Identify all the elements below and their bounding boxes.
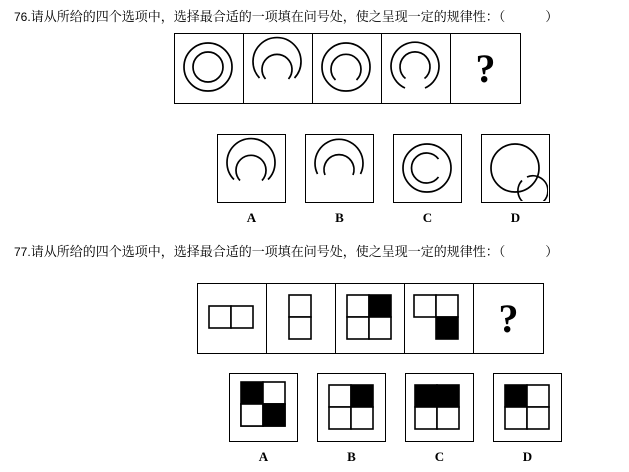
question-77-number: 77. (14, 245, 31, 259)
q76-option-c-figure (394, 135, 460, 201)
q77-label-a: A (258, 449, 269, 464)
question-77 (0, 243, 629, 261)
q77-stem-cell-3 (336, 284, 405, 353)
q77-option-d[interactable] (493, 373, 562, 442)
q76-question-mark: ? (475, 45, 496, 91)
question-76 (0, 8, 629, 26)
question-76-text (0, 8, 629, 26)
question-76-option-labels (217, 210, 550, 226)
q77-stem-cell-2 (267, 284, 336, 353)
q77-option-b[interactable] (317, 373, 386, 442)
q76-option-c[interactable] (393, 134, 462, 203)
q77-option-a[interactable] (229, 373, 298, 442)
question-77-text (0, 243, 629, 261)
q77-label-b: B (347, 449, 356, 464)
q77-stem-figure-4 (405, 284, 471, 350)
q77-question-mark: ? (498, 295, 519, 341)
question-76-options-row (217, 134, 550, 203)
q76-stem-figure-2 (244, 34, 310, 100)
q76-stem-cell-5 (451, 34, 520, 103)
q77-option-a-figure (230, 374, 296, 440)
q77-stem-cell-5 (474, 284, 543, 353)
q76-option-d-figure (482, 135, 548, 201)
q76-stem-cell-4 (382, 34, 451, 103)
question-77-option-labels (229, 449, 562, 465)
question-77-stem-row (197, 283, 544, 354)
q76-stem-cell-1 (175, 34, 244, 103)
question-77-close-paren: ） (545, 244, 559, 259)
question-76-body: 请从所给的四个选项中，选择最合适的一项填在问号处，使之呈现一定的规律性：（ (30, 9, 506, 24)
q77-label-d: D (522, 449, 533, 464)
q76-option-b-figure (306, 135, 372, 201)
q76-stem-cell-2 (244, 34, 313, 103)
question-77-body: 请从所给的四个选项中，选择最合适的一项填在问号处，使之呈现一定的规律性：（ (30, 244, 506, 259)
q77-option-c[interactable] (405, 373, 474, 442)
q76-label-b: B (335, 210, 344, 225)
q76-option-a[interactable] (217, 134, 286, 203)
q76-option-d[interactable] (481, 134, 550, 203)
q77-stem-cell-4 (405, 284, 474, 353)
q76-stem-figure-4 (382, 34, 448, 100)
q77-label-c: C (434, 449, 445, 464)
q77-option-d-figure (494, 374, 560, 440)
question-76-stem-row (174, 33, 521, 104)
q76-label-c: C (422, 210, 433, 225)
q77-stem-figure-2 (267, 284, 333, 350)
q77-stem-cell-1 (198, 284, 267, 353)
question-76-number: 76. (14, 10, 31, 24)
q76-label-a: A (246, 210, 257, 225)
q77-option-b-figure (318, 374, 384, 440)
q77-stem-figure-3 (336, 284, 402, 350)
question-77-options-row (229, 373, 562, 442)
question-76-close-paren: ） (545, 9, 559, 24)
q77-stem-figure-1 (198, 284, 264, 350)
q76-stem-figure-1 (175, 34, 241, 100)
q76-stem-cell-3 (313, 34, 382, 103)
q76-option-a-figure (218, 135, 284, 201)
q77-option-c-figure (406, 374, 472, 440)
q76-stem-figure-3 (313, 34, 379, 100)
q76-option-b[interactable] (305, 134, 374, 203)
q76-label-d: D (510, 210, 521, 225)
